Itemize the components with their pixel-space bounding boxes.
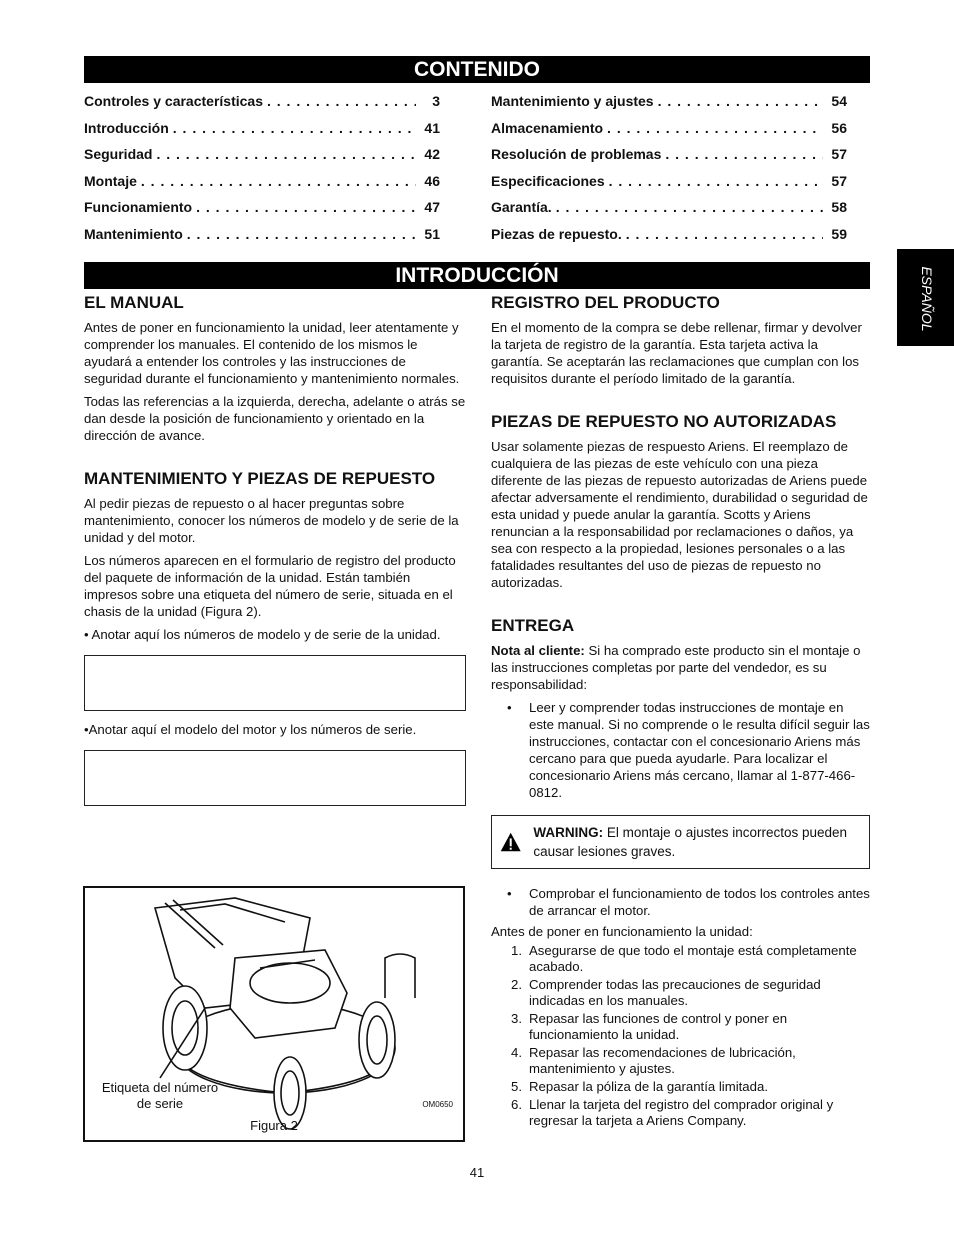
step-number: 1. (511, 943, 522, 958)
manual-paragraph: Antes de poner en funcionamiento la unidad, leer atentamente y comprender los manuales. El contenido de los mismos le ayudará a entender los controles y las instrucciones de seguridad durante el funcionamiento y mantenimiento normales. (84, 320, 460, 386)
right-column (491, 292, 870, 1131)
list-item (491, 977, 870, 1009)
toc-leader (626, 223, 823, 245)
step-number: 4. (511, 1045, 522, 1060)
delivery-before: Antes de poner en funcionamiento la unidad: (491, 924, 753, 939)
toc-entry[interactable] (84, 196, 440, 223)
toc-page: 42 (424, 146, 440, 163)
unauthorized-paragraph: Usar solamente piezas de respuesto Ariens. El reemplazo de cualquiera de las piezas de este vehículo con una pieza diferente de las piezas de repuesto autorizadas de Ariens puede afectar adversamente el rendimiento, durabilidad o seguridad de esta unidad y puede anular la garantía. Scotts y Ariens renuncian a la responsabilidad por reclamaciones o daños, ya sea con respecto a la propiedad, lesiones personales o a las fatalidades resultantes del uso de piezas de repuesto no autorizadas. (491, 439, 868, 590)
warning-text-block (533, 823, 861, 861)
registration-paragraph: En el momento de la compra se debe rellenar, firmar y devolver la tarjeta de registro de la garantía. Esta tarjeta activa la garantía. Se aceptarán las reclamaciones que cumplan con los requisitos durante el período limitado de la garantía. (491, 320, 862, 386)
list-item (491, 1045, 870, 1077)
language-tab (897, 249, 954, 346)
toc-leader (173, 117, 416, 139)
figure-caption: Figura 2 (250, 1118, 298, 1133)
maintenance-paragraph: Los números aparecen en el formulario de registro del producto del paquete de información de la unidad. Están también impresos sobre una etiqueta del número de serie, situada en el chasis de la unidad (Figura 2). (84, 553, 456, 619)
unit-serial-entry-box[interactable] (84, 655, 466, 711)
language-tab-label: ESPAÑOL (919, 266, 935, 332)
step-number: 5. (511, 1079, 522, 1094)
toc-entry[interactable] (84, 170, 440, 197)
toc-page: 3 (432, 93, 440, 109)
step-number: 2. (511, 977, 522, 992)
step-number: 6. (511, 1097, 522, 1112)
warning-triangle-icon (500, 828, 521, 856)
toc-leader (187, 223, 416, 245)
toc-label: Garantía. (491, 199, 552, 216)
warning-label: WARNING: (533, 825, 604, 840)
toc-left-column (84, 90, 440, 250)
toc-entry[interactable] (491, 223, 847, 250)
list-item: • Leer y comprender todas instrucciones de montaje en este manual. Si no comprende o le resulta difícil seguir las instrucciones, contactar con el concesionario Ariens más cercano para que pueda ayudarle. Para localizar el concesionario Ariens más cercano, llamar al 1-877-466-0812. (491, 699, 870, 801)
delivery-note-label: Nota al cliente: (491, 643, 585, 658)
figure-code: OM0650 (422, 1100, 453, 1109)
toc-page: 51 (424, 225, 440, 242)
toc-page: 47 (424, 199, 440, 216)
step-text: Comprender todas las precauciones de seguridad indicadas en los manuales. (529, 977, 821, 1008)
delivery-steps (491, 943, 870, 1129)
delivery-bullets (491, 699, 870, 801)
toc-entry[interactable] (84, 90, 440, 117)
delivery-bullets (491, 885, 870, 919)
toc-entry[interactable] (84, 143, 440, 170)
contents-title: CONTENIDO (84, 56, 870, 83)
toc-page: 57 (831, 146, 847, 163)
list-item: • Comprobar el funcionamiento de todos los controles antes de arrancar el motor. (491, 885, 870, 919)
step-number: 3. (511, 1011, 522, 1026)
manual-heading: EL MANUAL (84, 293, 184, 312)
toc-entry[interactable] (84, 117, 440, 144)
engine-serial-entry-box[interactable] (84, 750, 466, 806)
maintenance-heading: MANTENIMIENTO Y PIEZAS DE REPUESTO (84, 469, 436, 488)
toc-label: Resolución de problemas (491, 146, 662, 163)
toc-leader (665, 143, 823, 165)
maintenance-paragraph: Al pedir piezas de repuesto o al hacer preguntas sobre mantenimiento, conocer los números de modelo y de serie de la unidad y del motor. (84, 496, 459, 545)
list-item (491, 1011, 870, 1043)
step-text: Repasar las recomendaciones de lubricación, mantenimiento y ajustes. (529, 1045, 796, 1076)
toc-label: Introducción (84, 119, 169, 136)
delivery-heading: ENTREGA (491, 616, 575, 635)
figure-2 (83, 886, 465, 1142)
toc-page: 59 (831, 225, 847, 242)
unauthorized-heading: PIEZAS DE REPUESTO NO AUTORIZADAS (491, 412, 837, 431)
toc-entry[interactable] (491, 117, 847, 144)
toc-leader (267, 90, 416, 112)
maintenance-paragraph: • Anotar aquí los números de modelo y de serie de la unidad. (84, 627, 441, 642)
toc-label: Montaje (84, 172, 137, 189)
toc-label: Piezas de repuesto. (491, 225, 622, 242)
list-item (491, 1079, 870, 1095)
toc-leader (609, 170, 823, 192)
toc-label: Mantenimiento (84, 225, 183, 242)
toc-leader (658, 90, 823, 112)
toc-label: Funcionamiento (84, 199, 193, 216)
intro-title: INTRODUCCIÓN (84, 262, 870, 289)
toc-entry[interactable] (84, 223, 440, 250)
registration-heading: REGISTRO DEL PRODUCTO (491, 293, 720, 312)
toc-label: Mantenimiento y ajustes (491, 93, 654, 109)
toc-entry[interactable] (491, 170, 847, 197)
toc-page: 57 (831, 172, 847, 189)
toc-entry[interactable] (491, 143, 847, 170)
toc-label: Especificaciones (491, 172, 605, 189)
toc-page: 54 (831, 93, 847, 109)
toc-leader (156, 143, 416, 165)
delivery-note (491, 642, 870, 693)
list-item (491, 943, 870, 975)
page-number: 41 (469, 1165, 485, 1180)
toc-right-column (491, 90, 847, 250)
toc-label: Controles y características (84, 93, 263, 109)
toc-page: 46 (424, 172, 440, 189)
toc-page: 58 (831, 199, 847, 216)
delivery-note-text: Si ha comprado este producto sin el montaje o las instrucciones completas por parte del vendedor, es su responsabilidad: (491, 643, 861, 692)
toc-entry[interactable] (491, 90, 847, 117)
step-text: Asegurarse de que todo el montaje está completamente acabado. (529, 943, 857, 974)
step-text: Repasar la póliza de la garantía limitada. (529, 1079, 768, 1094)
step-text: Repasar las funciones de control y poner en funcionamiento la unidad. (529, 1011, 788, 1042)
list-item (491, 1097, 870, 1129)
warning-box (491, 815, 870, 869)
manual-paragraph: Todas las referencias a la izquierda, derecha, adelante o atrás se dan desde la posición de funcionamiento y orientado en la dirección de avance. (84, 394, 466, 443)
figure-callout-label: Etiqueta del número de serie (101, 1080, 219, 1111)
left-column (84, 292, 466, 816)
toc-leader (556, 196, 823, 218)
toc-leader (607, 117, 823, 139)
toc-leader (196, 196, 416, 218)
toc-label: Seguridad (84, 146, 153, 163)
maintenance-paragraph: •Anotar aquí el modelo del motor y los números de serie. (84, 722, 417, 737)
toc-page: 41 (424, 119, 440, 136)
toc-entry[interactable] (491, 196, 847, 223)
toc-label: Almacenamiento (491, 119, 604, 136)
toc-leader (141, 170, 416, 192)
warning-text: El montaje o ajustes incorrectos pueden causar lesiones graves. (533, 825, 848, 859)
toc-page: 56 (831, 119, 847, 136)
step-text: Llenar la tarjeta del registro del comprador original y regresar la tarjeta a Ariens Company. (529, 1097, 834, 1128)
